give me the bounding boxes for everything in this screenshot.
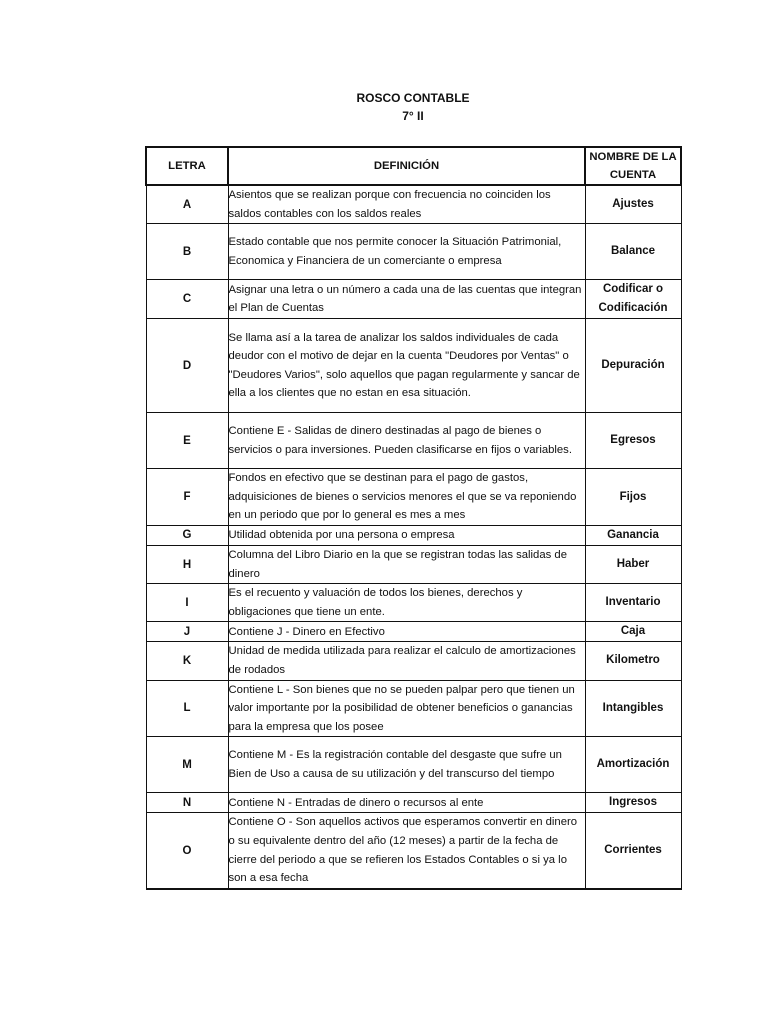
row-account-name: Ganancia bbox=[585, 525, 681, 545]
table-row bbox=[146, 737, 681, 793]
column-header-definicion: DEFINICIÓN bbox=[228, 147, 585, 185]
row-account-name: Intangibles bbox=[585, 680, 681, 737]
row-letter: M bbox=[146, 737, 228, 793]
row-definition: Contiene J - Dinero en Efectivo bbox=[228, 622, 585, 642]
table-row bbox=[146, 793, 681, 813]
document-title: ROSCO CONTABLE bbox=[356, 91, 470, 105]
table-row bbox=[146, 319, 681, 413]
row-letter: B bbox=[146, 224, 228, 280]
table-row bbox=[146, 584, 681, 622]
table-row bbox=[146, 224, 681, 280]
row-account-name: Ingresos bbox=[585, 793, 681, 813]
row-definition: Contiene M - Es la registración contable del desgaste que sufre un Bien de Uso a causa de su utilización y del transcurso del tiempo bbox=[228, 737, 585, 793]
table-row bbox=[146, 469, 681, 526]
table-row bbox=[146, 642, 681, 680]
row-definition: Columna del Libro Diario en la que se registran todas las salidas de dinero bbox=[228, 545, 585, 583]
row-account-name: Egresos bbox=[585, 413, 681, 469]
row-account-name: Kilometro bbox=[585, 642, 681, 680]
row-account-name: Codificar o Codificación bbox=[585, 280, 681, 319]
row-definition: Unidad de medida utilizada para realizar el calculo de amortizaciones de rodados bbox=[228, 642, 585, 680]
row-letter: E bbox=[146, 413, 228, 469]
row-definition: Contiene L - Son bienes que no se pueden palpar pero que tienen un valor importante por la posibilidad de obtener beneficios o ganancias para la empresa que los posee bbox=[228, 680, 585, 737]
table-header-row bbox=[146, 147, 681, 185]
row-account-name: Depuración bbox=[585, 319, 681, 413]
row-definition: Estado contable que nos permite conocer la Situación Patrimonial, Economica y Financiera de un comerciante o empresa bbox=[228, 224, 585, 280]
row-letter: C bbox=[146, 280, 228, 319]
row-definition: Asientos que se realizan porque con frecuencia no coinciden los saldos contables con los saldos reales bbox=[228, 185, 585, 224]
row-account-name: Inventario bbox=[585, 584, 681, 622]
row-definition: Fondos en efectivo que se destinan para el pago de gastos, adquisiciones de bienes o servicios menores el que se va reponiendo en un periodo que por lo general es mes a mes bbox=[228, 469, 585, 526]
table-row bbox=[146, 545, 681, 583]
column-header-nombre: NOMBRE DE LA CUENTA bbox=[585, 147, 681, 185]
row-letter: K bbox=[146, 642, 228, 680]
row-definition: Se llama así a la tarea de analizar los saldos individuales de cada deudor con el motivo de dejar en la cuenta "Deudores por Ventas" o "Deudores Varios", solo aquellos que pagan regularmente y sancar de ella a los clientes que no estan en esa situación. bbox=[228, 319, 585, 413]
row-letter: F bbox=[146, 469, 228, 526]
row-letter: L bbox=[146, 680, 228, 737]
row-letter: N bbox=[146, 793, 228, 813]
row-account-name: Ajustes bbox=[585, 185, 681, 224]
row-account-name: Fijos bbox=[585, 469, 681, 526]
row-definition: Es el recuento y valuación de todos los bienes, derechos y obligaciones que tiene un ente. bbox=[228, 584, 585, 622]
column-header-letra: LETRA bbox=[146, 147, 228, 185]
row-letter: A bbox=[146, 185, 228, 224]
row-definition: Asignar una letra o un número a cada una de las cuentas que integran el Plan de Cuentas bbox=[228, 280, 585, 319]
rosco-table bbox=[145, 146, 682, 890]
row-account-name: Corrientes bbox=[585, 813, 681, 889]
table-row bbox=[146, 280, 681, 319]
row-definition: Utilidad obtenida por una persona o empresa bbox=[228, 525, 585, 545]
table-row bbox=[146, 185, 681, 224]
table-row bbox=[146, 813, 681, 889]
table-row bbox=[146, 413, 681, 469]
row-account-name: Caja bbox=[585, 622, 681, 642]
row-letter: J bbox=[146, 622, 228, 642]
document-subtitle: 7° II bbox=[402, 109, 424, 123]
row-account-name: Amortización bbox=[585, 737, 681, 793]
row-definition: Contiene E - Salidas de dinero destinadas al pago de bienes o servicios o para inversiones. Pueden clasificarse en fijos o variables. bbox=[228, 413, 585, 469]
table-row bbox=[146, 680, 681, 737]
row-letter: O bbox=[146, 813, 228, 889]
row-account-name: Haber bbox=[585, 545, 681, 583]
row-definition: Contiene O - Son aquellos activos que esperamos convertir en dinero o su equivalente dentro del año (12 meses) a partir de la fecha de cierre del periodo a que se refieren los Estados Contables o si ya lo son a esa fecha bbox=[228, 813, 585, 889]
table-row bbox=[146, 622, 681, 642]
row-account-name: Balance bbox=[585, 224, 681, 280]
row-letter: D bbox=[146, 319, 228, 413]
row-definition: Contiene N - Entradas de dinero o recursos al ente bbox=[228, 793, 585, 813]
table-body bbox=[146, 185, 681, 889]
row-letter: H bbox=[146, 545, 228, 583]
row-letter: G bbox=[146, 525, 228, 545]
table-row bbox=[146, 525, 681, 545]
row-letter: I bbox=[146, 584, 228, 622]
